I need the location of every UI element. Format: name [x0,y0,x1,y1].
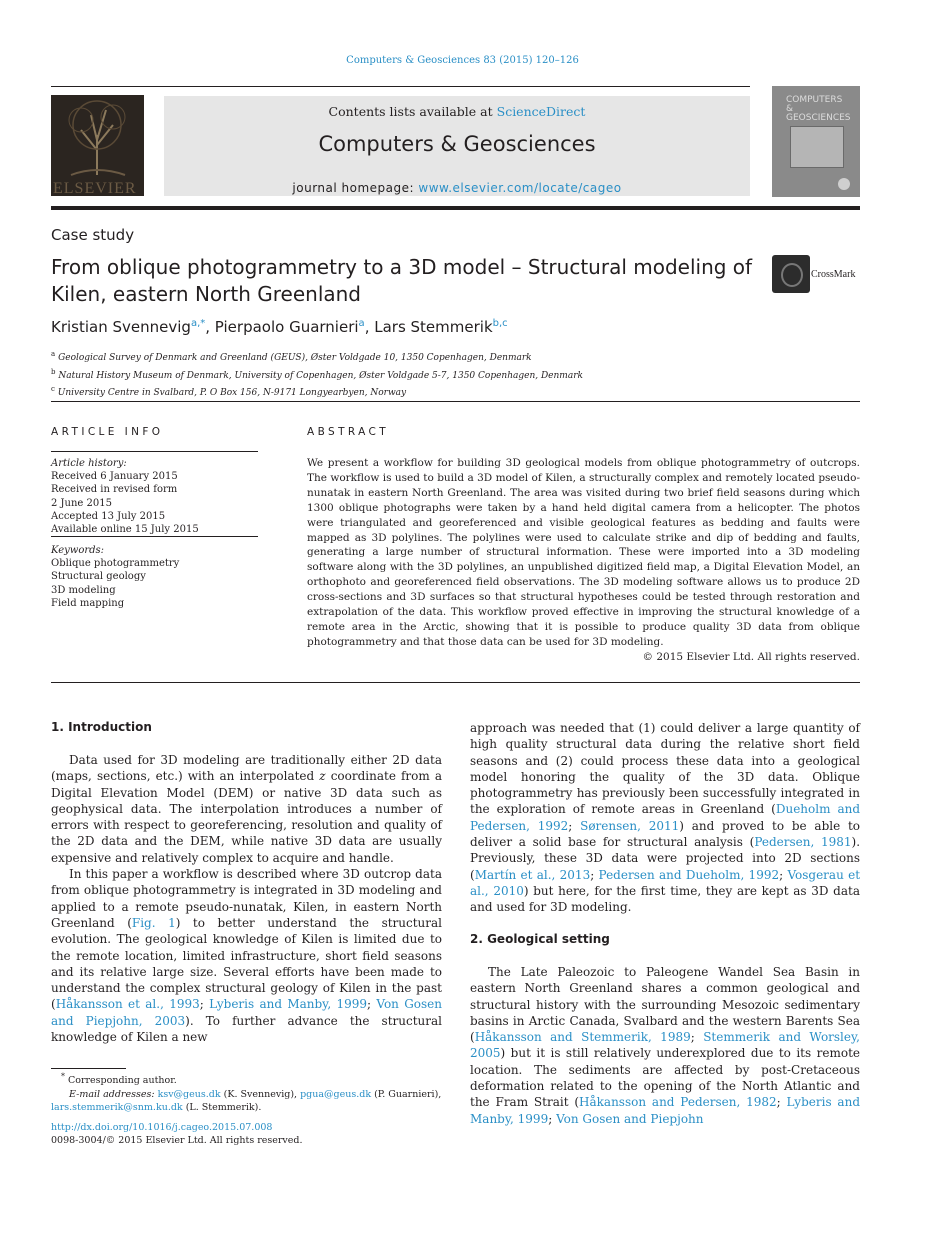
history-item: Received 6 January 2015 [51,471,178,483]
article-history [51,457,261,536]
text-run: ; [367,997,377,1012]
text-run: ; [199,997,210,1012]
crossmark-label: CrossMark [811,268,856,280]
keyword-item: Field mapping [51,597,125,609]
contents-prefix: Contents lists available at [328,104,497,119]
cover-title: COMPUTERS & GEOSCIENCES [786,95,851,123]
citation-link[interactable]: Sørensen, 2011 [580,818,680,833]
issn-line: 0098-3004/© 2015 Elsevier Ltd. All rights reserved. [51,1135,303,1147]
doi-link[interactable]: http://dx.doi.org/10.1016/j.cageo.2015.07.008 [51,1121,273,1133]
history-item: 2 June 2015 [51,497,112,509]
text-run: ) to better understand the structural evolution. The geological knowledge of Kilen is limited due to the remote location, limited infrastructure, short field seasons and its relative large size. Several efforts have been made to understand the complex structural geology of Kilen in the past ( [51,915,443,1012]
keyword-item: Oblique photogrammetry [51,558,180,570]
text-run: ; [690,1030,704,1045]
text-run: Data used for 3D modeling are traditionally either 2D data (maps, sections, etc.) with an interpolated [51,753,442,784]
author-name[interactable]: Kristian Svennevig [51,318,191,336]
article-type: Case study [51,226,135,244]
email-link[interactable]: lars.stemmerik@snm.ku.dk [51,1102,183,1114]
email-owner: (L. Stemmerik). [182,1102,262,1114]
abstract-body [307,456,860,665]
keywords [51,544,261,610]
figure-link[interactable]: Fig. 1 [131,915,176,930]
text-run: ). To further advance the structural knowledge of Kilen a new [51,1013,442,1045]
email-label: E-mail addresses: [69,1088,155,1100]
elsevier-logo [51,95,144,196]
article-info-heading: ARTICLE INFO [51,426,164,438]
citation-link[interactable]: Von Gosen and Piepjohn [556,1111,704,1126]
author-name[interactable]: Lars Stemmerik [374,318,493,336]
text-run: ) but it is still relatively underexplored due to its remote location. The sediments are affected by post-Cretaceous deformation related to the opening of the North Atlantic and the Fram Strait ( [470,1046,860,1110]
affiliation-text: Geological Survey of Denmark and Greenland (GEUS), Øster Voldgade 10, 1350 Copenhagen, Denmark [58,353,532,363]
doi-line [51,1121,446,1135]
citation-link[interactable]: Martín et al., 2013 [474,867,591,882]
history-label: Article history: [51,458,127,469]
abstract-heading: ABSTRACT [307,426,390,438]
citation-link[interactable]: Håkansson and Pedersen, 1982 [579,1095,777,1110]
homepage-line [164,181,750,195]
footnotes [51,1070,446,1148]
footnote-text: Corresponding author. [67,1075,177,1087]
contents-line [164,104,750,119]
abstract-text: We present a workflow for building 3D geological models from oblique photogrammetry of outcrops. The workflow is used to build a 3D model of Kilen, a structurally complex and remotely located pseudo-nunatak in eastern North Greenland. The area was visited during two brief field seasons during which 1300 oblique photographs were taken by a hand held digital camera from a helicopter. The photos were triangulated and georeferenced and visible geological features as bedding and faults were mapped as 3D polylines. The polylines were used to calculate strike and dip of bedding and faults, generating a large number of structural information. These were imported into a 3D modeling software along with the 3D polylines, an unpublished digitized field map, a Digital Elevation Model, an orthophoto and georeferenced field observations. The 3D modeling software allows us to produce 2D cross-sections and 3D surfaces so that structural hypotheses could be tested through restoration and extrapolation of the data. This workflow proved effective in improving the structural knowledge of a remote area in the Arctic, showing that it is possible to produce quality 3D data from oblique photogrammetry and that those data can be used for 3D modeling. [307,457,860,648]
paragraph [470,964,860,1127]
email-line [51,1101,446,1115]
affiliation-text: University Centre in Svalbard, P. O Box 156, N-9171 Longyearbyen, Norway [57,388,407,398]
corresponding-author [51,1070,446,1088]
text-run: ; [779,867,788,882]
citation-link[interactable]: Von Gosen and Piepjohn, 2003 [51,997,443,1028]
email-line [51,1088,446,1102]
citation-link[interactable]: Håkansson and Stemmerik, 1989 [474,1030,691,1045]
journal-homepage-link[interactable]: www.elsevier.com/locate/cageo [418,181,622,195]
paragraph [51,752,442,866]
text-run: ) but here, for the first time, they are kept as 3D data and used for 3D modeling. [470,883,860,915]
email-owner: (P. Guarnieri), [371,1088,442,1100]
text-run: In this paper a workflow is described where 3D outcrop data from oblique photogrammetry is integrated in 3D modeling and applied to a remote pseudo-nunatak, Kilen, in eastern North Greenland ( [51,867,442,930]
homepage-prefix: journal homepage: [292,181,419,195]
affiliation-sup: c [51,385,55,393]
history-item: Accepted 13 July 2015 [51,510,166,522]
affiliation-sup: b [51,367,56,376]
text-run: The Late Paleozoic to Paleogene Wandel Sea Basin in eastern North Greenland shares a common geological and structural history with the surrounding Mesozoic sedimentary basins in Arctic Canada, Svalbard and the western Barents Sea ( [470,965,860,1045]
keywords-label: Keywords: [51,545,105,556]
text-run: ; [548,1111,557,1126]
journal-banner [164,96,750,196]
affiliation-item [51,348,583,366]
affiliation-text: Natural History Museum of Denmark, University of Copenhagen, Øster Voldgade 5-7, 1350 Copenhagen, Denmark [58,370,583,381]
right-column-top [470,720,860,916]
affiliations [51,348,583,401]
article-title: From oblique photogrammetry to a 3D model – Structural modeling of Kilen, eastern North Greenland [51,255,753,306]
crossmark-badge[interactable] [772,255,855,293]
journal-cover [772,86,860,197]
text-run: approach was needed that (1) could deliver a large quantity of high quality structural data during the relative short field seasons and (2) could process these data into a geological model honoring the quality of the 3D data. Oblique photogrammetry has previously been successfully integrated in the exploration of remote areas in Greenland ( [470,721,860,817]
cover-figure [790,126,844,168]
affiliation-item [51,383,583,401]
author-sup[interactable]: a,* [190,318,206,329]
paragraph [51,866,442,1045]
affiliation-sup: a [51,350,56,358]
citation-link[interactable]: Pedersen, 1981 [754,835,852,850]
cover-badge [838,178,850,190]
tree-icon [51,95,144,180]
text-run: ; [590,867,599,882]
email-link[interactable]: ksv@geus.dk [157,1088,221,1100]
footnote-mark: * [61,1072,65,1081]
text-run: ; [776,1095,787,1110]
intro-column [51,752,442,1045]
author-name[interactable]: Pierpaolo Guarnieri [214,318,359,336]
text-run: coordinate from a Digital Elevation Model (DEM) or native 3D data such as geophysical data. The interpolation introduces a number of errors with respect to georeferencing, resolution and quality of the 2D data and the DEM, while native 3D data are usually expensive and relatively complex to acquire and handle. [51,769,442,865]
footnote-rule [51,1068,126,1069]
citation-link[interactable]: Håkansson et al., 1993 [55,997,200,1012]
journal-title: Computers & Geosciences [318,132,596,156]
publisher-logo-text: ELSEVIER [53,180,137,197]
header-rule-top [51,86,750,87]
text-run: ) and proved to be able to deliver a solid base for structural analysis ( [470,818,861,850]
keyword-item: 3D modeling [51,584,116,596]
citation-link[interactable]: Dueholm and Pedersen, 1992 [470,802,861,833]
author-sup[interactable]: a [358,318,365,329]
email-link[interactable]: pgua@geus.dk [300,1088,372,1100]
section-heading-introduction: 1. Introduction [51,720,152,734]
rule-above-info [51,401,860,402]
section-heading-geological-setting: 2. Geological setting [470,932,610,946]
affiliation-item [51,366,583,384]
right-column-bottom [470,964,860,1127]
citation-link[interactable]: Pedersen and Dueholm, 1992 [598,867,780,882]
math-z: z [319,769,326,784]
author-sup[interactable]: b,c [492,318,508,329]
crossmark-icon [772,255,810,293]
text-run: ). Previously, these 3D data were projected into 2D sections ( [470,835,861,882]
text-run: ; [568,818,581,833]
keyword-item: Structural geology [51,571,146,583]
journal-reference[interactable]: Computers & Geosciences 83 (2015) 120–126 [346,55,579,66]
header-rule-thick [51,206,860,210]
history-item: Received in revised form [51,484,178,496]
rule-below-abstract [51,682,860,683]
keywords-rule [51,536,258,537]
history-item: Available online 15 July 2015 [51,524,199,536]
paragraph [470,720,860,916]
citation-link[interactable]: Lyberis and Manby, 1999 [470,1095,860,1126]
author-list: Kristian Svennevig$^{a,*}$, Pierpaolo Guarnieri$^a$, Lars Stemmerik$^{b,c}$ [51,318,508,336]
citation-link[interactable]: Lyberis and Manby, 1999 [209,997,368,1012]
info-rule [51,451,258,452]
sciencedirect-link[interactable]: ScienceDirect [496,104,586,119]
citation-link[interactable]: Vosgerau et al., 2010 [470,867,861,898]
abstract-copyright: © 2015 Elsevier Ltd. All rights reserved. [642,650,860,663]
citation-link[interactable]: Stemmerik and Worsley, 2005 [470,1030,860,1061]
email-owner: (K. Svennevig), [220,1088,301,1100]
